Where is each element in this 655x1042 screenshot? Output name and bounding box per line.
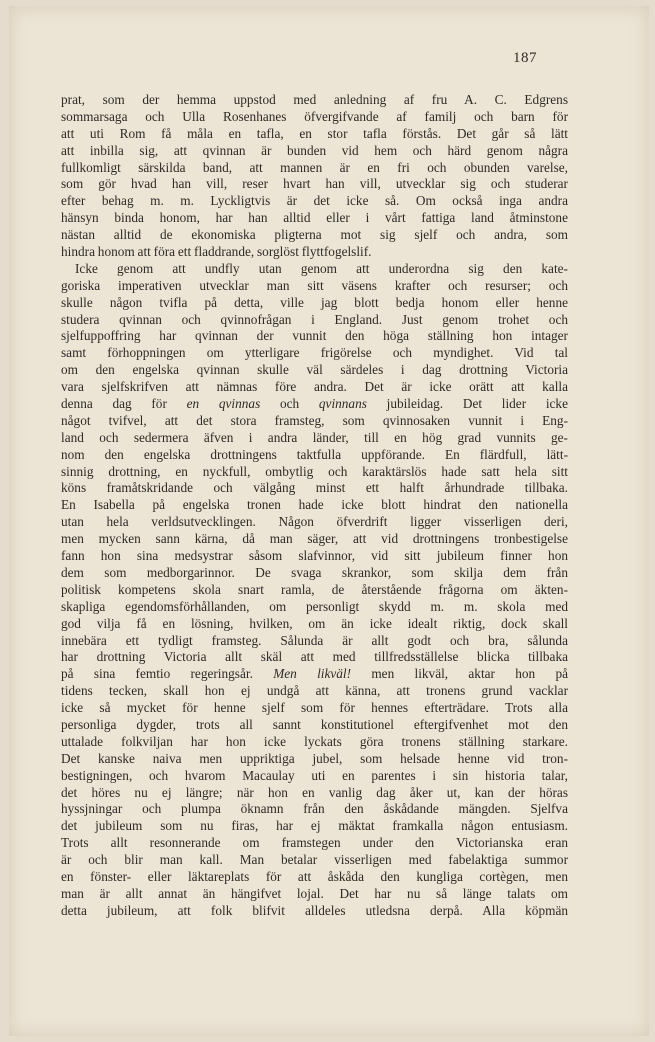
text-line: nom den engelska drottningens taktfulla uppförande. En flärdfull, lätt- — [61, 446, 568, 462]
text-run: på sina femtio regeringsår. — [61, 666, 253, 682]
book-page — [9, 6, 649, 1036]
text-line: samt förhoppningen om ytterligare frigörelse och myndighet. Vid tal — [61, 345, 568, 361]
text-line: utan hela verldsutvecklingen. Någon öfverdrift ligger visserligen deri, — [61, 514, 568, 530]
text-line: men mycken sann kärna, då man säger, att vid drottningens tronbestigelse — [61, 531, 568, 547]
text-line-mixed — [61, 396, 568, 413]
italic-run: qvinnans — [318, 396, 367, 412]
text-line: hindra honom att föra ett fladdrande, sorglöst flyttfogelslif. — [61, 244, 372, 260]
text-line: studera qvinnan och qvinnofrågan i England. Just genom trohet och — [61, 311, 568, 327]
text-run: och — [279, 396, 300, 412]
text-line: fann hon sina medsystrar såsom slafvinnor, vid sitt jubileum finner hon — [61, 548, 568, 564]
text-line: hyssjningar och plumpa öknamn från den åskådande mängden. Sjelfva — [61, 801, 568, 817]
italic-run: en qvinnas — [186, 396, 261, 412]
text-line: innebära ett tydligt framsteg. Sålunda är allt godt och bra, sålunda — [61, 632, 568, 648]
text-line: sommarsaga och Ulla Rosenhanes öfvergifvande af familj och barn för — [61, 108, 568, 124]
text-line: dem som medborgarinnor. De svaga skrankor, som skilja dem från — [61, 564, 568, 580]
text-line-mixed — [61, 666, 568, 683]
text-line: icke så mycket för henne sjelf som för hennes efterträdare. Trots alla — [61, 700, 568, 716]
body-text — [61, 92, 568, 920]
text-run: denna dag för — [61, 396, 167, 412]
text-line: god vilja få en lösning, hvilken, om än icke idealt riktig, dock skall — [61, 615, 568, 631]
text-line: vara sjelfskrifven att nämnas före andra. Det är icke orätt att kalla — [61, 379, 568, 395]
text-run: men likväl, aktar hon på — [371, 666, 569, 682]
text-line: En Isabella på engelska tronen hade icke blott hindrat den nationella — [61, 497, 568, 513]
text-line: fullkomligt särskilda band, att mannen är en fri och obunden varelse, — [61, 159, 568, 175]
text-line: detta jubileum, att folk blifvit alldeles utledsna derpå. Alla köpmän — [61, 902, 568, 918]
text-line: har drottning Victoria allt skäl att med tillfredsställelse blicka tillbaka — [61, 649, 568, 665]
text-line: som gör hvad han vill, reser hvart han vill, utvecklar sig och studerar — [61, 176, 568, 192]
text-line: något tvifvel, att det stora framsteg, som qvinnosaken vunnit i Eng- — [61, 412, 568, 428]
text-line: man är allt annat än hängifvet lojal. Det har nu så länge talats om — [61, 885, 568, 901]
page-number: 187 — [513, 50, 537, 66]
text-line: Det kanske naiva men uppriktiga jubel, som helsade henne vid tron- — [61, 750, 568, 766]
text-line: land och sedermera äfven i andra länder, till en hög grad vunnits ge- — [61, 429, 568, 445]
text-line: uttalade folkviljan har hon icke lyckats göra tronens ställning starkare. — [61, 733, 568, 749]
text-line: en fönster- eller läktareplats för att åskåda den kungliga cortègen, men — [61, 868, 568, 884]
text-line: det höres nu ej längre; när hon en vanlig dag åker ut, kan der höras — [61, 784, 568, 800]
text-line: hänsyn binda honom, har han alltid eller i vårt fattiga land åtminstone — [61, 210, 568, 226]
text-line: köns framåtskridande och välgång minst ett halft århundrade tillbaka. — [61, 480, 568, 496]
text-line: är och blir man kall. Man betalar visserligen med fabelaktiga summor — [61, 852, 568, 868]
text-line: om den engelska qvinnan skulle väl särdeles i dag drottning Victoria — [61, 362, 568, 378]
text-line: tidens tecken, skall hon ej undgå att känna, att tronens grund vacklar — [61, 683, 568, 699]
text-line: sinnig drottning, en nyckfull, ombytlig och karaktärslös hade satt hela sitt — [61, 463, 568, 479]
text-line: Icke genom att undfly utan genom att underordna sig den kate- — [75, 260, 568, 276]
text-line: skapliga egendomsförhållanden, om personligt skydd m. m. skola med — [61, 598, 568, 614]
text-line: personliga dygder, trots all sannt konstitutionel eftergifvenhet mot den — [61, 716, 568, 732]
text-line: politisk kompetens skola snart ramla, de återstående frågorna om äkten- — [61, 581, 568, 597]
text-line: efter behag m. m. Lyckligtvis är det icke så. Om också inga andra — [61, 193, 568, 209]
text-run: jubileidag. Det lider icke — [386, 396, 568, 412]
text-line: att uti Rom få måla en tafla, en stor tafla förstås. Det går så lätt — [61, 125, 568, 141]
italic-run: Men likväl! — [273, 666, 352, 682]
text-line: skulle någon tvifla på detta, ville jag blott bedja honom eller henne — [61, 294, 568, 310]
text-line: det jubileum som nu firas, har ej mäktat framkalla någon entusiasm. — [61, 818, 568, 834]
text-line: nästan alltid de ekonomiska pligterna mot sig sjelf och andra, som — [61, 227, 568, 243]
text-line: bestigningen, och hvarom Macaulay uti en parentes i sin historia talar, — [61, 767, 568, 783]
text-line: sjelfuppoffring har qvinnan der vunnit den höga ställning hon intager — [61, 328, 568, 344]
text-line: prat, som der hemma uppstod med anledning af fru A. C. Edgrens — [61, 92, 568, 107]
text-line: goriska imperativen utvecklar man sitt väsens krafter och resurser; och — [61, 277, 568, 293]
text-line: att inbilla sig, att qvinnan är bunden vid hem och härd genom några — [61, 142, 568, 158]
text-line: Trots allt resonnerande om framstegen under den Victorianska eran — [61, 835, 568, 851]
